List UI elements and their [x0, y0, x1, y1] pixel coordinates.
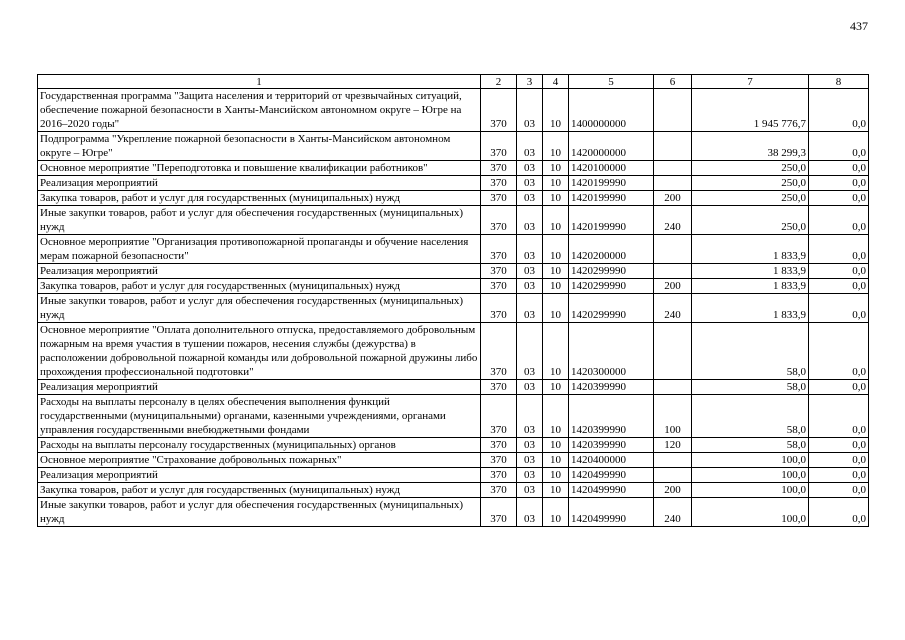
subsection-cell: 10	[543, 132, 569, 161]
target-article-cell: 1420100000	[569, 161, 654, 176]
amount-cell: 250,0	[692, 176, 809, 191]
table-row	[38, 161, 869, 176]
admin-code-cell: 370	[481, 468, 517, 483]
target-article-cell: 1420299990	[569, 294, 654, 323]
amount-cell: 38 299,3	[692, 132, 809, 161]
expense-type-cell: 100	[654, 395, 692, 438]
amount-cell: 100,0	[692, 498, 809, 527]
table-row	[38, 453, 869, 468]
item-name-cell: Иные закупки товаров, работ и услуг для обеспечения государственных (муниципальных) нужд	[38, 206, 481, 235]
subsection-cell: 10	[543, 191, 569, 206]
expense-type-cell	[654, 89, 692, 132]
subsection-cell: 10	[543, 235, 569, 264]
subsection-cell: 10	[543, 323, 569, 380]
admin-code-cell: 370	[481, 323, 517, 380]
amount2-cell: 0,0	[809, 438, 869, 453]
amount-cell: 100,0	[692, 453, 809, 468]
item-name-cell: Подпрограмма "Укрепление пожарной безопасности в Ханты-Мансийском автономном округе – Югре"	[38, 132, 481, 161]
subsection-cell: 10	[543, 176, 569, 191]
subsection-cell: 10	[543, 279, 569, 294]
section-cell: 03	[517, 264, 543, 279]
amount2-cell: 0,0	[809, 264, 869, 279]
admin-code-cell: 370	[481, 453, 517, 468]
admin-code-cell: 370	[481, 395, 517, 438]
item-name-cell: Закупка товаров, работ и услуг для государственных (муниципальных) нужд	[38, 483, 481, 498]
amount2-cell: 0,0	[809, 468, 869, 483]
expense-type-cell: 240	[654, 294, 692, 323]
amount2-cell: 0,0	[809, 279, 869, 294]
section-cell: 03	[517, 380, 543, 395]
item-name-cell: Расходы на выплаты персоналу государственных (муниципальных) органов	[38, 438, 481, 453]
table-row	[38, 438, 869, 453]
page-number: 437	[850, 19, 868, 33]
item-name-cell: Основное мероприятие "Переподготовка и повышение квалификации работников"	[38, 161, 481, 176]
subsection-cell: 10	[543, 89, 569, 132]
amount-cell: 250,0	[692, 206, 809, 235]
amount-cell: 58,0	[692, 438, 809, 453]
expense-type-cell	[654, 161, 692, 176]
section-cell: 03	[517, 438, 543, 453]
item-name-cell: Закупка товаров, работ и услуг для государственных (муниципальных) нужд	[38, 191, 481, 206]
amount-cell: 58,0	[692, 380, 809, 395]
item-name-cell: Иные закупки товаров, работ и услуг для обеспечения государственных (муниципальных) нужд	[38, 498, 481, 527]
header-cell: 3	[517, 75, 543, 89]
admin-code-cell: 370	[481, 191, 517, 206]
subsection-cell: 10	[543, 483, 569, 498]
section-cell: 03	[517, 395, 543, 438]
item-name-cell: Реализация мероприятий	[38, 264, 481, 279]
section-cell: 03	[517, 191, 543, 206]
item-name-cell: Иные закупки товаров, работ и услуг для обеспечения государственных (муниципальных) нужд	[38, 294, 481, 323]
section-cell: 03	[517, 468, 543, 483]
header-cell: 4	[543, 75, 569, 89]
amount-cell: 1 945 776,7	[692, 89, 809, 132]
amount2-cell: 0,0	[809, 395, 869, 438]
subsection-cell: 10	[543, 294, 569, 323]
amount2-cell: 0,0	[809, 176, 869, 191]
amount-cell: 100,0	[692, 483, 809, 498]
amount-cell: 1 833,9	[692, 294, 809, 323]
table-row	[38, 498, 869, 527]
target-article-cell: 1420199990	[569, 206, 654, 235]
target-article-cell: 1420499990	[569, 468, 654, 483]
item-name-cell: Основное мероприятие "Оплата дополнительного отпуска, предоставляемого добровольным пожарным на время участия в тушении пожаров, несения службы (дежурства) в расположении добровольной пожарной команды или добровольной пожарной дружины либо прохождения профессиональной подготовки"	[38, 323, 481, 380]
expense-type-cell: 120	[654, 438, 692, 453]
target-article-cell: 1420399990	[569, 395, 654, 438]
target-article-cell: 1420299990	[569, 279, 654, 294]
budget-table	[37, 74, 869, 527]
section-cell: 03	[517, 132, 543, 161]
target-article-cell: 1420499990	[569, 483, 654, 498]
item-name-cell: Реализация мероприятий	[38, 380, 481, 395]
amount2-cell: 0,0	[809, 191, 869, 206]
subsection-cell: 10	[543, 468, 569, 483]
amount2-cell: 0,0	[809, 453, 869, 468]
target-article-cell: 1400000000	[569, 89, 654, 132]
item-name-cell: Расходы на выплаты персоналу в целях обеспечения выполнения функций государственными (муниципальными) органами, казенными учреждениями, органами управления государственными внебюджетными фондами	[38, 395, 481, 438]
target-article-cell: 1420000000	[569, 132, 654, 161]
section-cell: 03	[517, 294, 543, 323]
amount2-cell: 0,0	[809, 483, 869, 498]
table-row	[38, 235, 869, 264]
item-name-cell: Реализация мероприятий	[38, 176, 481, 191]
expense-type-cell: 240	[654, 498, 692, 527]
section-cell: 03	[517, 89, 543, 132]
table-row	[38, 176, 869, 191]
table-row	[38, 206, 869, 235]
target-article-cell: 1420200000	[569, 235, 654, 264]
item-name-cell: Закупка товаров, работ и услуг для государственных (муниципальных) нужд	[38, 279, 481, 294]
section-cell: 03	[517, 176, 543, 191]
amount-cell: 100,0	[692, 468, 809, 483]
expense-type-cell	[654, 176, 692, 191]
expense-type-cell: 200	[654, 191, 692, 206]
subsection-cell: 10	[543, 395, 569, 438]
section-cell: 03	[517, 323, 543, 380]
subsection-cell: 10	[543, 453, 569, 468]
table-row	[38, 323, 869, 380]
item-name-cell: Государственная программа "Защита населения и территорий от чрезвычайных ситуаций, обеспечение пожарной безопасности в Ханты-Мансийском автономном округе – Югре на 2016–2020 годы"	[38, 89, 481, 132]
table-row	[38, 89, 869, 132]
header-cell: 7	[692, 75, 809, 89]
admin-code-cell: 370	[481, 89, 517, 132]
section-cell: 03	[517, 279, 543, 294]
subsection-cell: 10	[543, 264, 569, 279]
expense-type-cell: 240	[654, 206, 692, 235]
expense-type-cell	[654, 132, 692, 161]
amount-cell: 1 833,9	[692, 279, 809, 294]
amount-cell: 1 833,9	[692, 235, 809, 264]
amount2-cell: 0,0	[809, 132, 869, 161]
admin-code-cell: 370	[481, 279, 517, 294]
amount2-cell: 0,0	[809, 323, 869, 380]
admin-code-cell: 370	[481, 132, 517, 161]
table-row	[38, 191, 869, 206]
amount2-cell: 0,0	[809, 498, 869, 527]
subsection-cell: 10	[543, 498, 569, 527]
amount-cell: 250,0	[692, 191, 809, 206]
expense-type-cell	[654, 264, 692, 279]
amount2-cell: 0,0	[809, 161, 869, 176]
table-row	[38, 380, 869, 395]
table-row	[38, 294, 869, 323]
table-row	[38, 264, 869, 279]
target-article-cell: 1420199990	[569, 191, 654, 206]
admin-code-cell: 370	[481, 483, 517, 498]
section-cell: 03	[517, 453, 543, 468]
subsection-cell: 10	[543, 438, 569, 453]
expense-type-cell	[654, 235, 692, 264]
subsection-cell: 10	[543, 380, 569, 395]
table-header-row	[38, 75, 869, 89]
header-cell: 8	[809, 75, 869, 89]
section-cell: 03	[517, 206, 543, 235]
expense-type-cell	[654, 323, 692, 380]
target-article-cell: 1420300000	[569, 323, 654, 380]
amount2-cell: 0,0	[809, 294, 869, 323]
admin-code-cell: 370	[481, 176, 517, 191]
expense-type-cell: 200	[654, 483, 692, 498]
amount-cell: 250,0	[692, 161, 809, 176]
header-cell: 5	[569, 75, 654, 89]
expense-type-cell	[654, 380, 692, 395]
admin-code-cell: 370	[481, 264, 517, 279]
item-name-cell: Основное мероприятие "Страхование добровольных пожарных"	[38, 453, 481, 468]
admin-code-cell: 370	[481, 235, 517, 264]
section-cell: 03	[517, 235, 543, 264]
target-article-cell: 1420299990	[569, 264, 654, 279]
admin-code-cell: 370	[481, 161, 517, 176]
amount-cell: 58,0	[692, 323, 809, 380]
target-article-cell: 1420399990	[569, 438, 654, 453]
subsection-cell: 10	[543, 206, 569, 235]
admin-code-cell: 370	[481, 294, 517, 323]
target-article-cell: 1420499990	[569, 498, 654, 527]
header-cell: 1	[38, 75, 481, 89]
amount2-cell: 0,0	[809, 235, 869, 264]
amount2-cell: 0,0	[809, 206, 869, 235]
subsection-cell: 10	[543, 161, 569, 176]
header-cell: 2	[481, 75, 517, 89]
table-row	[38, 483, 869, 498]
table-row	[38, 132, 869, 161]
expense-type-cell	[654, 453, 692, 468]
table-row	[38, 468, 869, 483]
target-article-cell: 1420400000	[569, 453, 654, 468]
section-cell: 03	[517, 483, 543, 498]
target-article-cell: 1420399990	[569, 380, 654, 395]
table-row	[38, 395, 869, 438]
expense-type-cell: 200	[654, 279, 692, 294]
section-cell: 03	[517, 161, 543, 176]
target-article-cell: 1420199990	[569, 176, 654, 191]
admin-code-cell: 370	[481, 380, 517, 395]
amount-cell: 58,0	[692, 395, 809, 438]
admin-code-cell: 370	[481, 206, 517, 235]
amount-cell: 1 833,9	[692, 264, 809, 279]
table-row	[38, 279, 869, 294]
section-cell: 03	[517, 498, 543, 527]
admin-code-cell: 370	[481, 498, 517, 527]
item-name-cell: Основное мероприятие "Организация противопожарной пропаганды и обучение населения мерам пожарной безопасности"	[38, 235, 481, 264]
amount2-cell: 0,0	[809, 89, 869, 132]
amount2-cell: 0,0	[809, 380, 869, 395]
item-name-cell: Реализация мероприятий	[38, 468, 481, 483]
header-cell: 6	[654, 75, 692, 89]
expense-type-cell	[654, 468, 692, 483]
admin-code-cell: 370	[481, 438, 517, 453]
